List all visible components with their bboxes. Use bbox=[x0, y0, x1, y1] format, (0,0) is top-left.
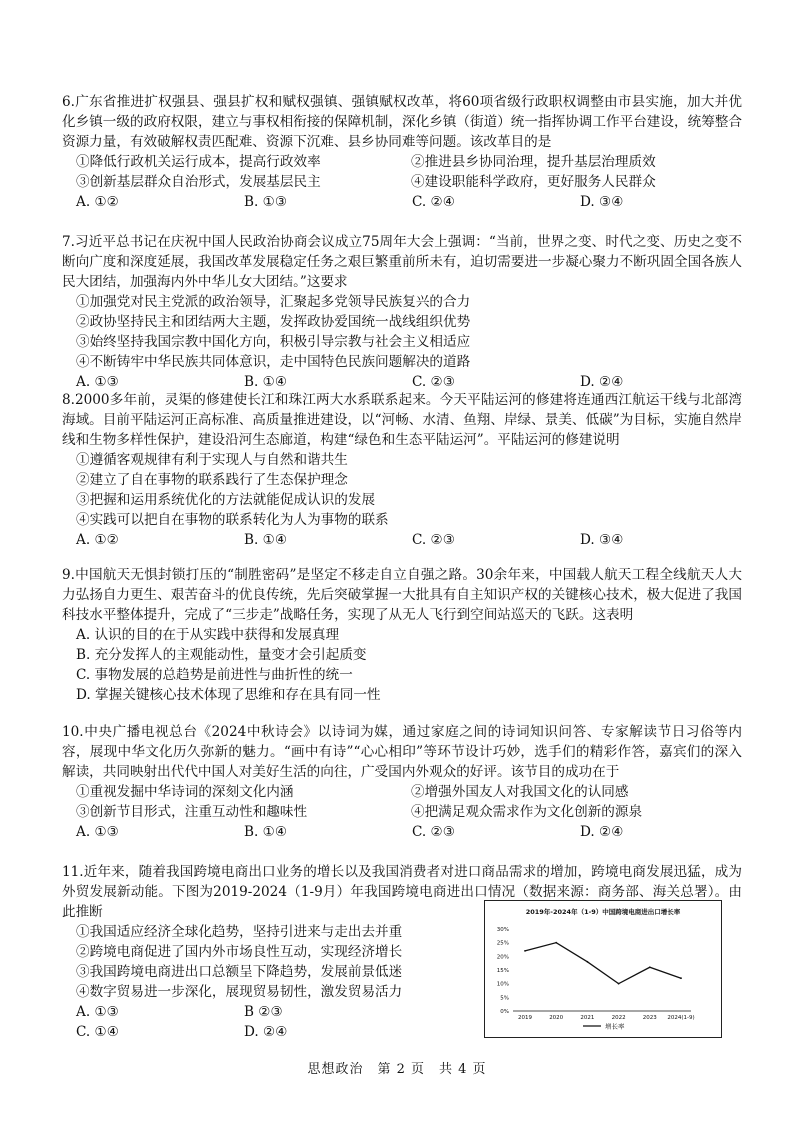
y-tick-label: 30% bbox=[496, 927, 509, 933]
q7-option-1: ①加强党对民主党派的政治领导，汇聚起多党领导民族复兴的合力 bbox=[76, 294, 471, 310]
q8-option-4: ④实践可以把自在事物的联系转化为人为事物的联系 bbox=[76, 512, 389, 528]
data-point bbox=[649, 966, 651, 968]
y-tick-label: 0% bbox=[500, 1009, 509, 1015]
growth-rate-series-points bbox=[524, 942, 682, 985]
chart-x-tick-labels bbox=[518, 1015, 695, 1021]
question-10 bbox=[62, 722, 742, 842]
q6-choice-a: A. ①② bbox=[76, 194, 119, 210]
q10-choice-d: D. ②④ bbox=[580, 824, 624, 840]
question-11-options bbox=[62, 922, 472, 1042]
q8-option-3: ③把握和运用系统优化的方法就能促成认识的发展 bbox=[76, 492, 376, 508]
q10-choice-b: B. ①④ bbox=[244, 824, 288, 840]
q10-option-3: ③创新节目形式，注重互动性和趣味性 bbox=[76, 804, 308, 820]
question-10-options-row1 bbox=[62, 782, 742, 802]
q11-option-2: ②跨境电商促进了国内外市场良性互动，实现经济增长 bbox=[76, 944, 403, 960]
y-tick-label: 20% bbox=[496, 954, 509, 961]
q11-choice-a: A. ①③ bbox=[76, 1004, 119, 1020]
q6-option-2: ②推进县乡协同治理，提升基层治理质效 bbox=[411, 154, 656, 170]
question-9-stem: 9.中国航天无惧封锁打压的“制胜密码”是坚定不移走自立自强之路。30余年来，中国载人航天工程全线航天人大力弘扬自力更生、艰苦奋斗的优良传统，先后突破掌握一大批具有自主知识产权的关键核心技术，极大促进了我国科技水平整体提升，完成了“三步走”战略任务，实现了从无人飞行到空间站巡天的飞跃。这表明 bbox=[62, 567, 742, 623]
page-footer: 思想政治 第 2 页 共 4 页 bbox=[307, 1062, 487, 1077]
q8-option-2: ②建立了自在事物的联系践行了生态保护理念 bbox=[76, 472, 348, 488]
data-point bbox=[680, 977, 682, 979]
question-10-choices bbox=[62, 822, 742, 842]
q6-choice-c: C. ②④ bbox=[412, 194, 455, 210]
question-6-choices bbox=[62, 192, 742, 212]
data-point bbox=[587, 961, 589, 963]
x-tick-label: 2023 bbox=[642, 1015, 657, 1021]
question-11-choices-row2 bbox=[62, 1022, 472, 1042]
question-9 bbox=[62, 565, 742, 705]
q8-option-1: ①遵循客观规律有利于实现人与自然和谐共生 bbox=[76, 452, 348, 468]
q8-choice-c: C. ②③ bbox=[412, 532, 455, 548]
chart-title: 2019年-2024年（1-9）中国跨境电商进出口增长率 bbox=[525, 908, 681, 916]
x-tick-label: 2022 bbox=[611, 1015, 626, 1021]
q6-choice-b: B. ①③ bbox=[244, 194, 288, 210]
chart-y-tick-labels bbox=[497, 927, 509, 1015]
q6-option-4: ④建设职能科学政府，更好服务人民群众 bbox=[411, 174, 656, 190]
q10-option-1: ①重视发掘中华诗词的深刻文化内涵 bbox=[76, 784, 294, 800]
x-tick-label: 2021 bbox=[580, 1015, 595, 1021]
q11-choice-d: D. ②④ bbox=[244, 1024, 288, 1040]
question-10-stem: 10.中央广播电视总台《2024中秋诗会》以诗词为媒，通过家庭之间的诗词知识问答、专家解读节日习俗等内容，展现中华文化历久弥新的魅力。“画中有诗”“心心相印”等环节设计巧妙，选手们的精彩作答，嘉宾们的深入解读，共同映射出代代中国人对美好生活的向往，广受国内外观众的好评。该节目的成功在于 bbox=[62, 724, 742, 780]
y-tick-label: 10% bbox=[496, 981, 509, 988]
question-11-stem: 11.近年来，随着我国跨境电商出口业务的增长以及我国消费者对进口商品需求的增加，跨境电商发展迅猛，成为外贸发展新动能。下图为2019-2024（1-9月）年我国跨境电商进出口情况（数据来源：商务部、海关总署）。由此推断 bbox=[62, 864, 742, 920]
q8-choice-a: A. ①② bbox=[76, 532, 119, 548]
q11-option-3: ③我国跨境电商进出口总额呈下降趋势，发展前景低迷 bbox=[76, 964, 403, 980]
q9-option-b: B. 充分发挥人的主观能动性，量变才会引起质变 bbox=[76, 647, 367, 663]
x-tick-label: 2020 bbox=[549, 1015, 564, 1021]
question-7-stem: 7.习近平总书记在庆祝中国人民政治协商会议成立75周年大会上强调：“当前，世界之变、时代之变、历史之变不断向广度和深度延展，我国改革发展稳定任务之艰巨繁重前所未有，迫切需要进一步凝心聚力不断巩固全国各族人民大团结，加强海内外中华儿女大团结。”这要求 bbox=[62, 234, 742, 290]
q10-choice-c: C. ②③ bbox=[412, 824, 455, 840]
question-10-options-row2 bbox=[62, 802, 742, 822]
question-7 bbox=[62, 232, 742, 392]
q8-choice-b: B. ①④ bbox=[244, 532, 288, 548]
q7-choice-c: C. ②③ bbox=[412, 374, 455, 390]
question-6 bbox=[62, 92, 742, 212]
growth-rate-series-line bbox=[525, 943, 681, 984]
question-8 bbox=[62, 390, 742, 550]
q11-choice-b: B ②③ bbox=[244, 1004, 283, 1020]
question-8-stem: 8.2000多年前，灵渠的修建使长江和珠江两大水系联系起来。今天平陆运河的修建将连通西江航运干线与北部湾海域。目前平陆运河正高标准、高质量推进建设，以“河畅、水清、鱼翔、岸绿、景美、低碳”为目标，实施自然岸线和生物多样性保护，建设沿河生态廊道，构建“绿色和生态平陆运河”。平陆运河的修建说明 bbox=[62, 392, 742, 448]
q10-choice-a: A. ①③ bbox=[76, 824, 119, 840]
q6-option-3: ③创新基层群众自治形式，发展基层民主 bbox=[76, 174, 321, 190]
question-7-choices bbox=[62, 372, 742, 392]
data-point bbox=[618, 983, 620, 985]
q7-option-3: ③始终坚持我国宗教中国化方向，积极引导宗教与社会主义相适应 bbox=[76, 334, 471, 350]
q11-option-4: ④数字贸易进一步深化，展现贸易韧性，激发贸易活力 bbox=[76, 984, 403, 1000]
q8-choice-d: D. ③④ bbox=[580, 532, 624, 548]
x-tick-label: 2024(1-9) bbox=[667, 1015, 695, 1021]
q9-option-a: A. 认识的目的在于从实践中获得和发展真理 bbox=[76, 627, 340, 643]
q7-option-4: ④不断铸牢中华民族共同体意识，走中国特色民族问题解决的道路 bbox=[76, 354, 471, 370]
y-tick-label: 5% bbox=[500, 995, 509, 1002]
q11-option-1: ①我国适应经济全球化趋势，坚持引进来与走出去并重 bbox=[76, 924, 403, 940]
x-tick-label: 2019 bbox=[518, 1015, 532, 1021]
question-11-choices-row1 bbox=[62, 1002, 472, 1022]
y-tick-label: 25% bbox=[496, 940, 509, 947]
data-point bbox=[524, 950, 526, 952]
question-6-options-row2 bbox=[62, 172, 742, 192]
question-6-stem: 6.广东省推进扩权强县、强县扩权和赋权强镇、强镇赋权改革，将60项省级行政职权调整由市县实施，加大并优化乡镇一级的政府权限，建立与事权相衔接的保障机制，深化乡镇（街道）统一指挥协调工作平台建设，统筹整合资源力量，有效破解权责匹配难、资源下沉难、县乡协同难等问题。该改革目的是 bbox=[62, 94, 742, 150]
q10-option-4: ④把满足观众需求作为文化创新的源泉 bbox=[411, 804, 643, 820]
q9-option-c: C. 事物发展的总趋势是前进性与曲折性的统一 bbox=[76, 667, 353, 683]
question-8-choices bbox=[62, 530, 742, 550]
q7-choice-b: B. ①④ bbox=[244, 374, 288, 390]
q6-option-1: ①降低行政机关运行成本，提高行政效率 bbox=[76, 154, 321, 170]
q10-option-2: ②增强外国友人对我国文化的认同感 bbox=[411, 784, 629, 800]
chart-svg bbox=[485, 901, 721, 1037]
data-point bbox=[555, 942, 557, 944]
q7-choice-d: D. ②④ bbox=[580, 374, 624, 390]
q7-choice-a: A. ①③ bbox=[76, 374, 119, 390]
question-6-options-row1 bbox=[62, 152, 742, 172]
q6-choice-d: D. ③④ bbox=[580, 194, 624, 210]
q11-choice-c: C. ①④ bbox=[76, 1024, 119, 1040]
growth-rate-chart bbox=[484, 900, 722, 1038]
legend-label: 增长率 bbox=[605, 1022, 625, 1031]
y-tick-label: 15% bbox=[496, 968, 509, 974]
q7-option-2: ②政协坚持民主和团结两大主题，发挥政协爱国统一战线组织优势 bbox=[76, 314, 471, 330]
q9-option-d: D. 掌握关键核心技术体现了思维和存在具有同一性 bbox=[76, 687, 381, 703]
